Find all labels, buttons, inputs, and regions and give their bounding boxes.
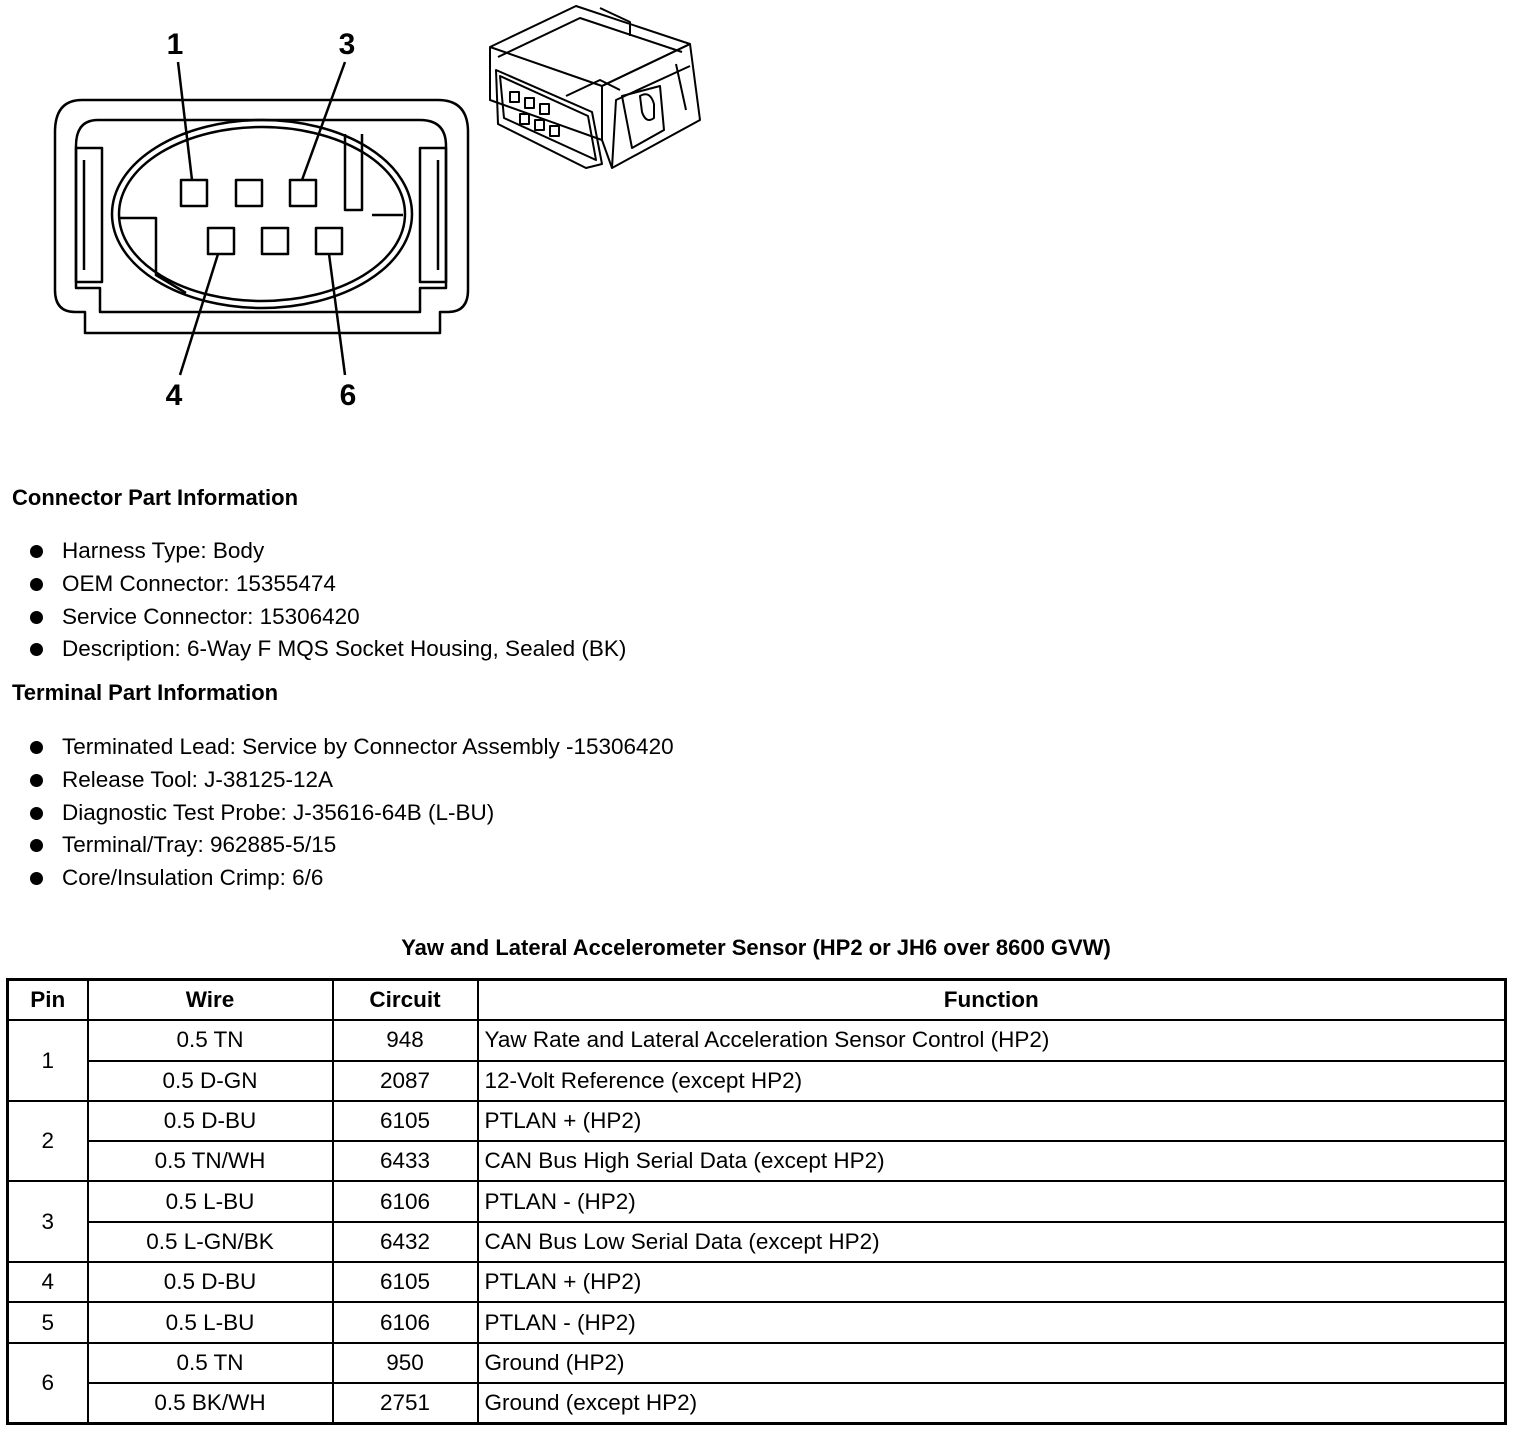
wire-cell: 0.5 L-BU xyxy=(88,1302,333,1342)
table-row xyxy=(8,1222,1506,1262)
pin-cell: 3 xyxy=(8,1181,88,1262)
pin-cell: 2 xyxy=(8,1101,88,1182)
circuit-cell: 6105 xyxy=(333,1262,478,1302)
function-cell: Ground (HP2) xyxy=(478,1343,1506,1383)
left-key xyxy=(120,218,186,293)
circuit-cell: 948 xyxy=(333,1020,478,1060)
table-row xyxy=(8,1061,1506,1101)
circuit-cell: 950 xyxy=(333,1343,478,1383)
table-row xyxy=(8,1101,1506,1141)
function-cell: PTLAN - (HP2) xyxy=(478,1181,1506,1221)
connector-part-info-heading: Connector Part Information xyxy=(12,485,299,510)
list-item: Release Tool: J-38125-12A xyxy=(0,764,674,797)
pin-cell: 5 xyxy=(8,1302,88,1342)
connector-3d-illustration xyxy=(490,6,700,168)
pin-cavity-2 xyxy=(236,180,262,206)
connector-part-info-list xyxy=(0,535,626,666)
pin-cavity-1 xyxy=(181,180,207,206)
list-item: Description: 6-Way F MQS Socket Housing, Sealed (BK) xyxy=(0,633,626,666)
circuit-cell: 6106 xyxy=(333,1302,478,1342)
list-item: Diagnostic Test Probe: J-35616-64B (L-BU) xyxy=(0,797,674,830)
function-cell: CAN Bus High Serial Data (except HP2) xyxy=(478,1141,1506,1181)
wire-cell: 0.5 D-BU xyxy=(88,1262,333,1302)
pin-table-title: Yaw and Lateral Accelerometer Sensor (HP2 or JH6 over 8600 GVW) xyxy=(401,935,1111,960)
function-cell: PTLAN + (HP2) xyxy=(478,1101,1506,1141)
list-item: Terminated Lead: Service by Connector Assembly -15306420 xyxy=(0,731,674,764)
wire-cell: 0.5 TN xyxy=(88,1020,333,1060)
table-row xyxy=(8,1383,1506,1424)
function-cell: Yaw Rate and Lateral Acceleration Sensor Control (HP2) xyxy=(478,1020,1506,1060)
pin-cell: 1 xyxy=(8,1020,88,1101)
circuit-cell: 6105 xyxy=(333,1101,478,1141)
wire-cell: 0.5 D-BU xyxy=(88,1101,333,1141)
wire-cell: 0.5 BK/WH xyxy=(88,1383,333,1424)
circuit-cell: 6433 xyxy=(333,1141,478,1181)
left-latch xyxy=(76,148,102,282)
wire-cell: 0.5 D-GN xyxy=(88,1061,333,1101)
list-item: Harness Type: Body xyxy=(0,535,626,568)
function-cell: PTLAN + (HP2) xyxy=(478,1262,1506,1302)
pin-cavity-4 xyxy=(208,228,234,254)
pin-cell: 6 xyxy=(8,1343,88,1424)
function-cell: CAN Bus Low Serial Data (except HP2) xyxy=(478,1222,1506,1262)
wire-cell: 0.5 TN xyxy=(88,1343,333,1383)
circuit-cell: 2751 xyxy=(333,1383,478,1424)
terminal-part-info-list xyxy=(0,731,674,895)
table-row xyxy=(8,1343,1506,1383)
right-latch xyxy=(420,148,446,282)
table-row xyxy=(8,1020,1506,1060)
wire-cell: 0.5 TN/WH xyxy=(88,1141,333,1181)
wire-cell: 0.5 L-GN/BK xyxy=(88,1222,333,1262)
circuit-cell: 6106 xyxy=(333,1181,478,1221)
table-row xyxy=(8,1302,1506,1342)
function-cell: 12-Volt Reference (except HP2) xyxy=(478,1061,1506,1101)
function-cell: PTLAN - (HP2) xyxy=(478,1302,1506,1342)
pin-callout-3: 3 xyxy=(338,28,356,61)
connector-diagram xyxy=(0,0,760,420)
circuit-cell: 2087 xyxy=(333,1061,478,1101)
circuit-cell: 6432 xyxy=(333,1222,478,1262)
pin-cavity-5 xyxy=(262,228,288,254)
pin-callout-1: 1 xyxy=(166,28,184,61)
wire-cell: 0.5 L-BU xyxy=(88,1181,333,1221)
pin-cavity-3 xyxy=(290,180,316,206)
pin-callout-6: 6 xyxy=(339,379,357,412)
column-header-function: Function xyxy=(478,980,1506,1021)
table-row xyxy=(8,1141,1506,1181)
table-header-row xyxy=(8,980,1506,1021)
list-item: Terminal/Tray: 962885-5/15 xyxy=(0,829,674,862)
pin-callout-4: 4 xyxy=(165,379,183,412)
table-row xyxy=(8,1262,1506,1302)
pin-cell: 4 xyxy=(8,1262,88,1302)
pin-field-ellipse xyxy=(112,120,412,308)
pin-table xyxy=(6,978,1507,1425)
leader-line-4 xyxy=(180,254,218,375)
list-item: Service Connector: 15306420 xyxy=(0,601,626,634)
table-row xyxy=(8,1181,1506,1221)
function-cell: Ground (except HP2) xyxy=(478,1383,1506,1424)
pin-cavity-6 xyxy=(316,228,342,254)
list-item: Core/Insulation Crimp: 6/6 xyxy=(0,862,674,895)
column-header-circuit: Circuit xyxy=(333,980,478,1021)
column-header-pin: Pin xyxy=(8,980,88,1021)
terminal-part-info-heading: Terminal Part Information xyxy=(12,680,279,705)
list-item: OEM Connector: 15355474 xyxy=(0,568,626,601)
column-header-wire: Wire xyxy=(88,980,333,1021)
leader-line-6 xyxy=(329,254,345,375)
